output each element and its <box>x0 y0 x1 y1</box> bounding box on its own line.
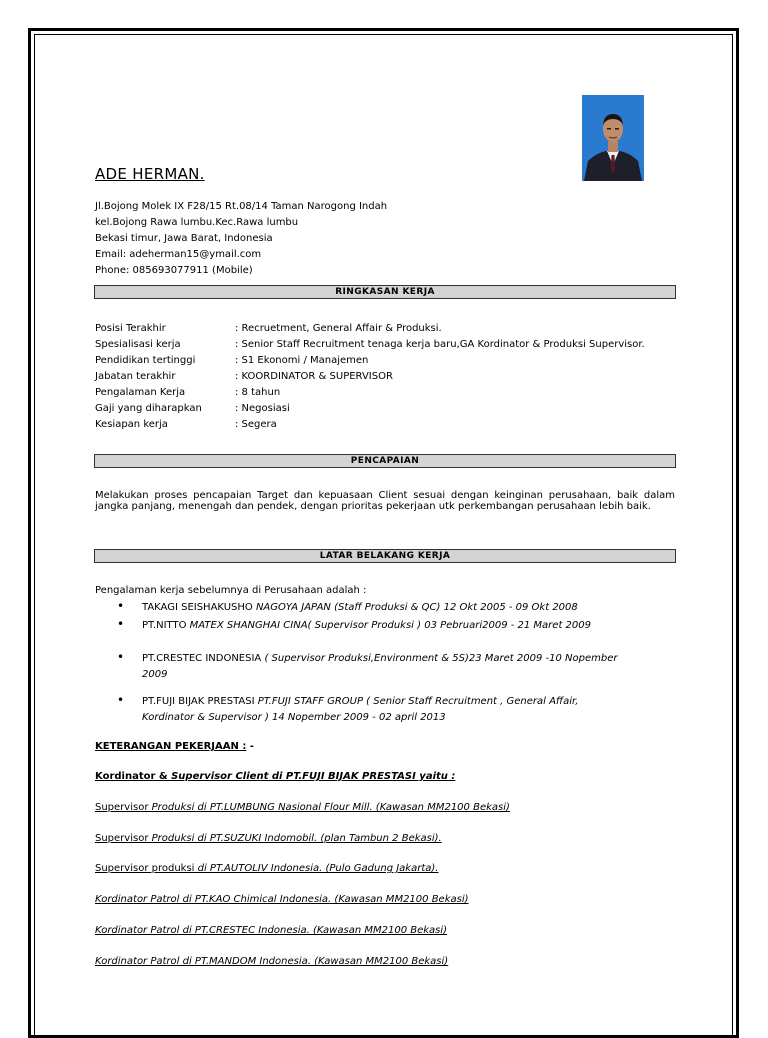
portrait-photo <box>582 95 644 181</box>
address-line: kel.Bojong Rawa lumbu.Kec.Rawa lumbu <box>95 217 299 228</box>
experience-item: • PT.FUJI BIJAK PRESTASI PT.FUJI STAFF GROUP ( Senior Staff Recruitment , General Affair, Kordinator & Supervisor ) 14 Nopember 2009 - 02 april 2013 <box>117 694 578 726</box>
summary-row <box>95 417 645 433</box>
summary-value: : S1 Ekonomi / Manajemen <box>235 355 369 366</box>
candidate-name: ADE HERMAN. <box>95 165 205 183</box>
bullet-icon: • <box>117 599 125 613</box>
summary-row <box>95 353 645 369</box>
bullet-icon: • <box>117 650 125 664</box>
summary-table <box>95 321 645 433</box>
summary-row <box>95 337 645 353</box>
summary-row <box>95 401 645 417</box>
client-intro-line: Kordinator & Supervisor Client di PT.FUJI BIJAK PRESTASI yaitu : <box>95 771 456 782</box>
experience-item: • PT.NITTO MATEX SHANGHAI CINA( Supervisor Produksi ) 03 Pebruari2009 - 21 Maret 2009 <box>117 618 591 634</box>
summary-value: : Senior Staff Recruitment tenaga kerja baru,GA Kordinator & Produksi Supervisor. <box>235 339 645 350</box>
summary-row <box>95 385 645 401</box>
bullet-icon: • <box>117 693 125 707</box>
address-line: Bekasi timur, Jawa Barat, Indonesia <box>95 233 273 244</box>
summary-value: : 8 tahun <box>235 387 281 398</box>
experience-intro: Pengalaman kerja sebelumnya di Perusahaan adalah : <box>95 585 367 596</box>
client-item: Kordinator Patrol di PT.CRESTEC Indonesia. (Kawasan MM2100 Bekasi) <box>95 925 448 936</box>
summary-row <box>95 369 645 385</box>
summary-key: Jabatan terakhir <box>95 371 176 382</box>
summary-key: Posisi Terakhir <box>95 323 166 334</box>
experience-item: • TAKAGI SEISHAKUSHO NAGOYA JAPAN (Staff Produksi & QC) 12 Okt 2005 - 09 Okt 2008 <box>117 600 578 616</box>
summary-value: : Recruetment, General Affair & Produksi. <box>235 323 442 334</box>
achievement-paragraph: Melakukan proses pencapaian Target dan kepuasaan Client sesuai dengan keinginan perusahaan, baik dalam jangka panjang, menengah dan pendek, dengan prioritas pekerjaan utk perkembangan perusahaan lebih baik. <box>95 490 675 512</box>
client-item: Supervisor produksi di PT.AUTOLIV Indonesia. (Pulo Gadung Jakarta). <box>95 863 439 874</box>
summary-key: Pengalaman Kerja <box>95 387 186 398</box>
client-item: Supervisor Produksi di PT.LUMBUNG Nasional Flour Mill. (Kawasan MM2100 Bekasi) <box>95 802 510 813</box>
bullet-icon: • <box>117 617 125 631</box>
summary-key: Kesiapan kerja <box>95 419 168 430</box>
summary-key: Pendidikan tertinggi <box>95 355 196 366</box>
address-line: Jl.Bojong Molek IX F28/15 Rt.08/14 Taman Narogong Indah <box>95 201 388 212</box>
keterangan-heading: KETERANGAN PEKERJAAN : - <box>95 741 254 752</box>
summary-value: : Segera <box>235 419 277 430</box>
contact-block <box>95 199 387 279</box>
summary-row <box>95 321 645 337</box>
summary-value: : Negosiasi <box>235 403 290 414</box>
phone-line: Phone: 085693077911 (Mobile) <box>95 265 253 276</box>
section-header-latar: LATAR BELAKANG KERJA <box>94 549 676 563</box>
summary-key: Gaji yang diharapkan <box>95 403 202 414</box>
section-header-pencapaian: PENCAPAIAN <box>94 454 676 468</box>
summary-key: Spesialisasi kerja <box>95 339 181 350</box>
client-item: Kordinator Patrol di PT.KAO Chimical Indonesia. (Kawasan MM2100 Bekasi) <box>95 894 469 905</box>
section-header-ringkasan: RINGKASAN KERJA <box>94 285 676 299</box>
client-item: Supervisor Produksi di PT.SUZUKI Indomobil. (plan Tambun 2 Bekasi). <box>95 833 442 844</box>
email-line: Email: adeherman15@ymail.com <box>95 249 262 260</box>
client-item: Kordinator Patrol di PT.MANDOM Indonesia. (Kawasan MM2100 Bekasi) <box>95 956 449 967</box>
summary-value: : KOORDINATOR & SUPERVISOR <box>235 371 393 382</box>
experience-item: • PT.CRESTEC INDONESIA ( Supervisor Produksi,Environment & 5S)23 Maret 2009 -10 Nopember 2009 <box>117 651 617 683</box>
